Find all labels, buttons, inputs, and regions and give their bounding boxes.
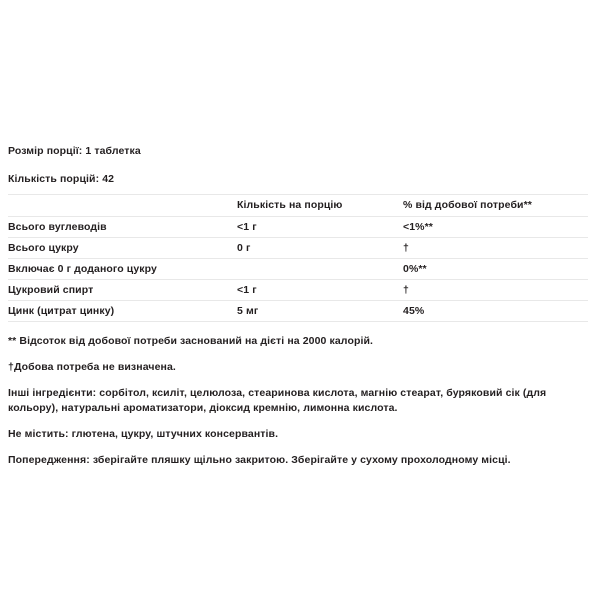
footnotes-section xyxy=(8,334,590,467)
warning-text: Попередження: зберігайте пляшку щільно закритою. Зберігайте у сухому прохолодному місці. xyxy=(8,453,511,466)
column-header-daily-value: % від добової потреби** xyxy=(403,199,532,211)
table-row xyxy=(8,217,588,238)
nutrient-amount: 0 г xyxy=(237,242,251,254)
nutrient-name: Цинк (цитрат цинку) xyxy=(8,305,115,317)
table-row xyxy=(8,259,588,280)
nutrition-facts-table xyxy=(8,194,588,322)
table-row xyxy=(8,280,588,301)
serving-size-line: Розмір порції: 1 таблетка xyxy=(8,145,141,157)
footnote-percent-basis: ** Відсоток від добової потреби заснований на дієті на 2000 калорій. xyxy=(8,335,374,347)
table-row xyxy=(8,238,588,259)
nutrient-amount: <1 г xyxy=(237,284,257,296)
nutrient-daily-value: 45% xyxy=(403,305,425,317)
nutrient-amount xyxy=(237,259,403,280)
table-header-row xyxy=(8,195,588,217)
servings-per-container-line: Кількість порцій: 42 xyxy=(8,172,115,185)
nutrient-name: Всього вуглеводів xyxy=(8,221,107,233)
nutrient-daily-value: 0%** xyxy=(403,263,427,275)
table-row xyxy=(8,301,588,322)
nutrient-daily-value: † xyxy=(403,284,409,296)
column-header-nutrient xyxy=(8,195,237,217)
nutrient-daily-value: † xyxy=(403,242,409,254)
serving-information xyxy=(8,145,588,185)
nutrient-amount: 5 мг xyxy=(237,305,259,317)
nutrient-name: Включає 0 г доданого цукру xyxy=(8,263,157,275)
nutrient-daily-value: <1%** xyxy=(403,221,433,233)
other-ingredients-text: Інші інгредієнти: сорбітол, ксиліт, целюлоза, стеаринова кислота, магнію стеарат, буряковий сік (для кольору), натуральні ароматизатори, діоксид кремнію, лимонна кислота. xyxy=(8,387,547,414)
footnote-daily-value-not-established: †Добова потреба не визначена. xyxy=(8,361,176,374)
nutrient-name: Всього цукру xyxy=(8,242,79,254)
free-from-text: Не містить: глютена, цукру, штучних консервантів. xyxy=(8,427,279,440)
column-header-amount-per-serving: Кількість на порцію xyxy=(237,199,343,211)
nutrient-amount: <1 г xyxy=(237,221,257,233)
nutrient-name: Цукровий спирт xyxy=(8,284,94,296)
